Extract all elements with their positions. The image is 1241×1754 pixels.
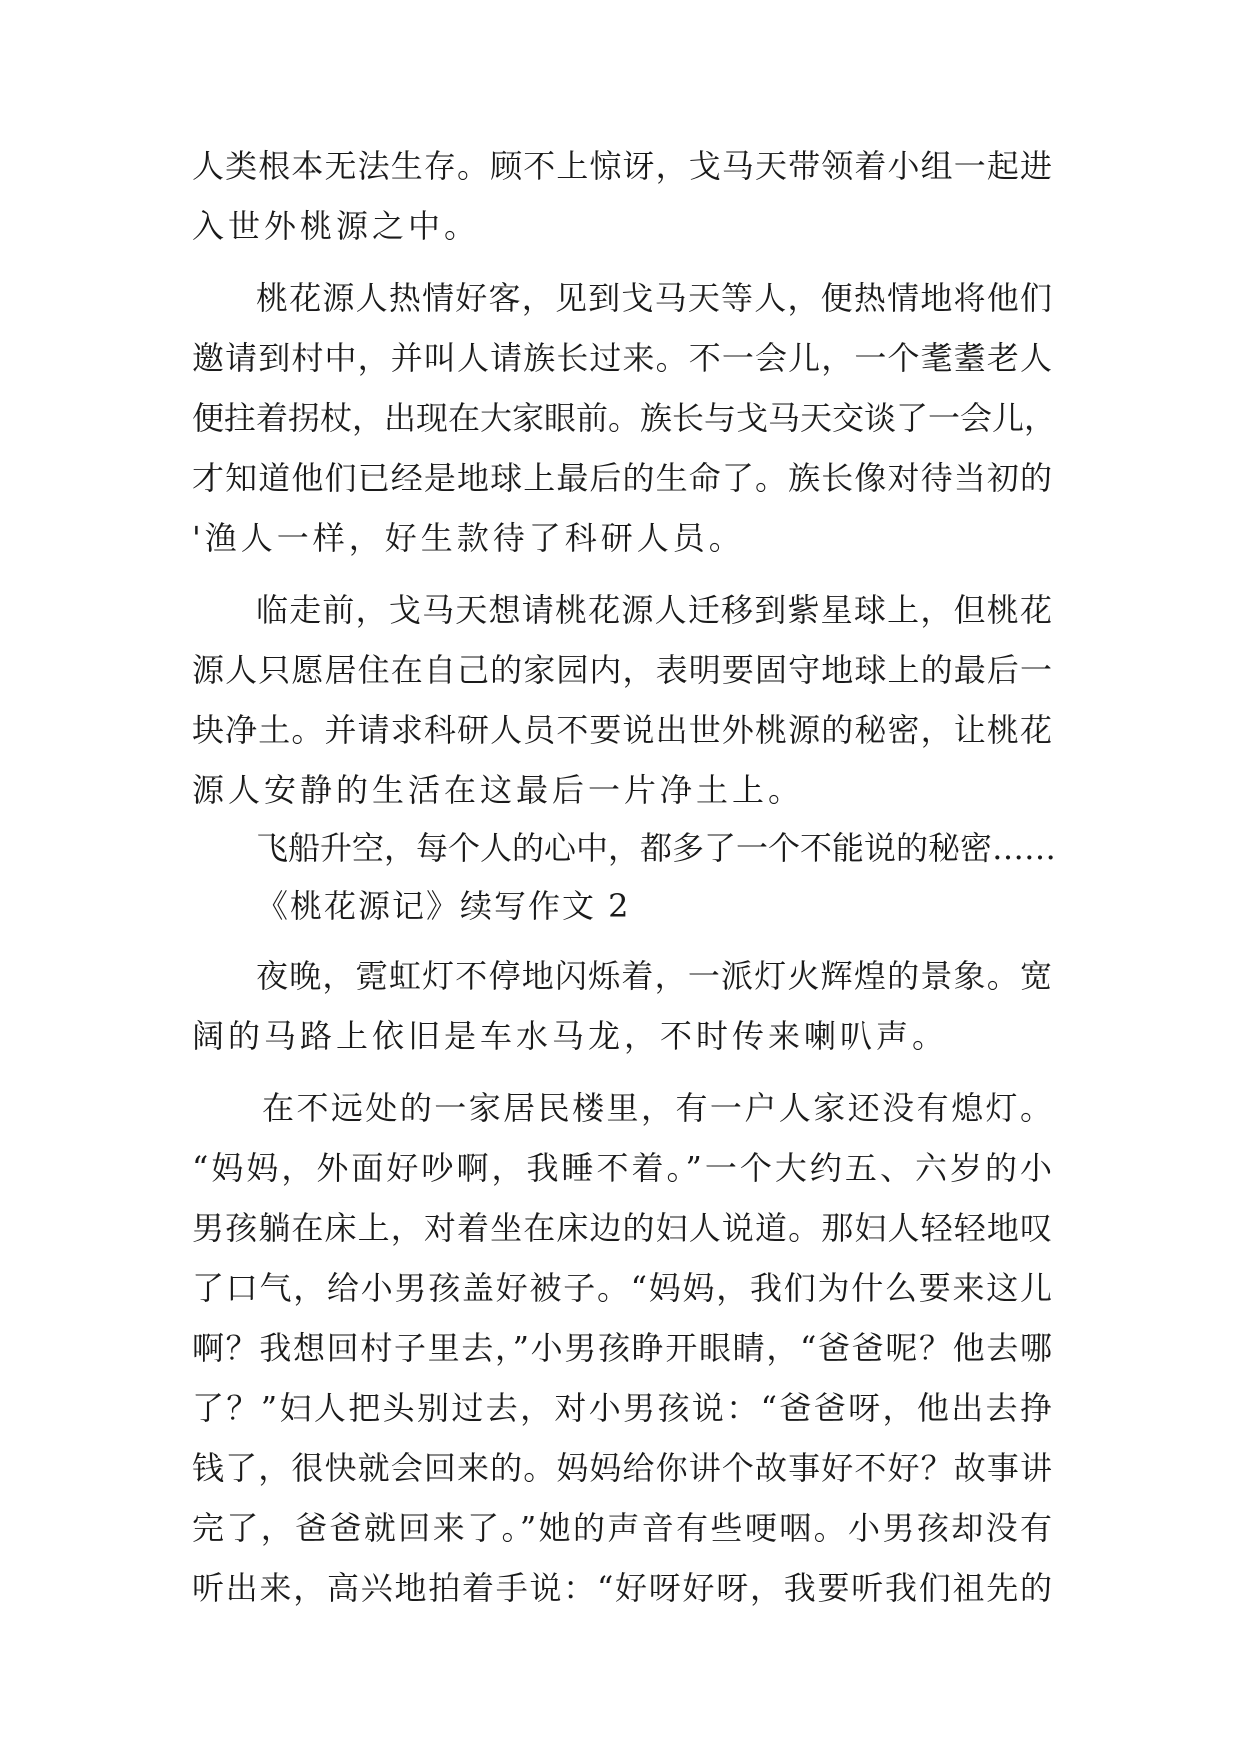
paragraph-first-line: 临走前，戈马天想请桃花源人迁移到紫星球上，但桃花 xyxy=(256,591,1052,629)
text-line: 男孩躺在床上，对着坐在床边的妇人说道。那妇人轻轻地叹 xyxy=(192,1209,1052,1247)
paragraph-first-line: 桃花源人热情好客，见到戈马天等人，便热情地将他们 xyxy=(256,279,1052,317)
text-line: 便拄着拐杖，出现在大家眼前。族长与戈马天交谈了一会儿， xyxy=(192,399,1057,437)
text-line: 块净土。并请求科研人员不要说出世外桃源的秘密，让桃花 xyxy=(192,711,1052,749)
text-line: 邀请到村中，并叫人请族长过来。不一会儿，一个耄耋老人 xyxy=(192,339,1052,377)
text-line: 听出来，高兴地拍着手说：“好呀好呀，我要听我们祖先的 xyxy=(192,1569,1052,1607)
paragraph-first-line: 在不远处的一家居民楼里，有一户人家还没有熄灯。 xyxy=(262,1089,1052,1127)
text-line: 源人只愿居住在自己的家园内，表明要固守地球上的最后一 xyxy=(192,651,1052,689)
text-line: 了？”妇人把头别过去，对小男孩说：“爸爸呀，他出去挣 xyxy=(192,1389,1052,1427)
section-title: 《桃花源记》续写作文 2 xyxy=(256,887,631,925)
text-line: 钱了，很快就会回来的。妈妈给你讲个故事好不好？故事讲 xyxy=(192,1449,1052,1487)
text-line: 才知道他们已经是地球上最后的生命了。族长像对待当初的 xyxy=(192,459,1052,497)
text-line: 入世外桃源之中。 xyxy=(192,207,481,245)
paragraph-first-line: 飞船升空，每个人的心中，都多了一个不能说的秘密…… xyxy=(256,829,1057,867)
paragraph-first-line: 夜晚，霓虹灯不停地闪烁着，一派灯火辉煌的景象。宽 xyxy=(256,957,1052,995)
text-line: 了口气，给小男孩盖好被子。“妈妈，我们为什么要来这儿 xyxy=(192,1269,1052,1307)
text-line: 人类根本无法生存。顾不上惊讶，戈马天带领着小组一起进 xyxy=(192,147,1052,185)
text-line: “妈妈，外面好吵啊，我睡不着。”一个大约五、六岁的小 xyxy=(192,1149,1052,1187)
text-line: 阔的马路上依旧是车水马龙，不时传来喇叭声。 xyxy=(192,1017,949,1055)
text-line: 完了，爸爸就回来了。”她的声音有些哽咽。小男孩却没有 xyxy=(192,1509,1052,1547)
text-line: 源人安静的生活在这最后一片净土上。 xyxy=(192,771,805,809)
text-line: '渔人一样，好生款待了科研人员。 xyxy=(192,519,745,557)
text-line: 啊？我想回村子里去，”小男孩睁开眼睛，“爸爸呢？他去哪 xyxy=(192,1329,1052,1367)
